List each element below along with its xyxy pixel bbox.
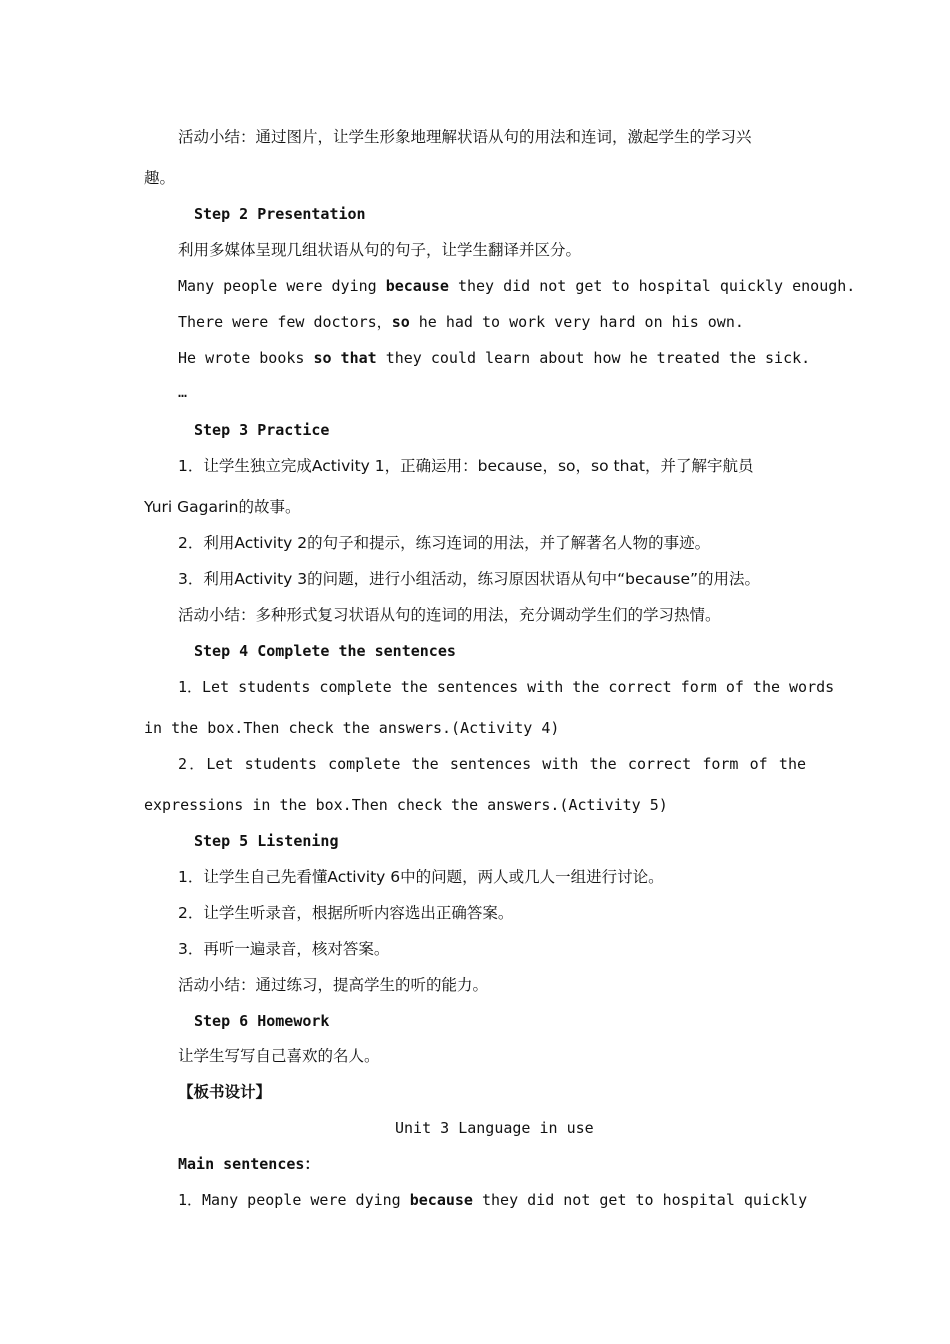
step-3-heading: Step 3 Practice <box>194 421 330 439</box>
example-sentence-3 <box>178 348 810 368</box>
summary-line-1: 活动小结：通过图片，让学生形象地理解状语从句的用法和连词，激起学生的学习兴 <box>178 128 752 146</box>
text: 1．Many people were dying <box>178 1191 410 1209</box>
listening-item-3: 3．再听一遍录音，核对答案。 <box>178 940 390 958</box>
conjunction-so-that: so that <box>313 349 377 367</box>
text: they did not get to hospital quickly enough. <box>448 277 856 295</box>
step-2-heading: Step 2 Presentation <box>194 205 366 223</box>
step-4-heading: Step 4 Complete the sentences <box>194 642 456 660</box>
complete-item-2: 2．Let students complete the sentences with the correct form of the <box>178 755 806 773</box>
practice-item-1: 1．让学生独立完成Activity 1，正确运用：because，so，so that，并了解宇航员 <box>178 457 754 475</box>
ellipsis: … <box>178 383 188 401</box>
example-sentence-2 <box>178 312 744 332</box>
conjunction-because: because <box>385 277 449 295</box>
text: He wrote books <box>178 349 314 367</box>
board-design-heading: 【板书设计】 <box>178 1083 272 1101</box>
homework-text: 让学生写写自己喜欢的名人。 <box>178 1047 380 1065</box>
text: they could learn about how he treated the sick. <box>376 349 811 367</box>
listening-item-1: 1．让学生自己先看懂Activity 6中的问题，两人或几人一组进行讨论。 <box>178 868 664 886</box>
example-sentence-1 <box>178 276 855 296</box>
step-6-heading: Step 6 Homework <box>194 1012 330 1030</box>
main-sentence-1 <box>178 1190 806 1210</box>
text: Many people were dying <box>178 277 386 295</box>
text: he had to work very hard on his own. <box>409 313 744 331</box>
practice-item-3: 3．利用Activity 3的问题，进行小组活动，练习原因状语从句中“because”的用法。 <box>178 570 761 588</box>
unit-title: Unit 3 Language in use <box>395 1119 594 1137</box>
practice-item-2: 2．利用Activity 2的句子和提示，练习连词的用法，并了解著名人物的事迹。 <box>178 534 711 552</box>
step-5-heading: Step 5 Listening <box>194 832 339 850</box>
text: they did not get to hospital quickly <box>472 1191 808 1209</box>
listening-item-2: 2．让学生听录音，根据所听内容选出正确答案。 <box>178 904 514 922</box>
complete-item-2-cont: expressions in the box.Then check the answers.(Activity 5) <box>144 796 668 814</box>
conjunction-because: because <box>409 1191 473 1209</box>
main-sentences-label: Main sentences： <box>178 1155 320 1173</box>
conjunction-so: so <box>391 313 410 331</box>
practice-summary: 活动小结：多种形式复习状语从句的连词的用法，充分调动学生们的学习热情。 <box>178 606 721 624</box>
listening-summary: 活动小结：通过练习，提高学生的听的能力。 <box>178 976 489 994</box>
practice-item-1-cont: Yuri Gagarin的故事。 <box>144 498 301 516</box>
text: There were few doctors， <box>178 313 392 331</box>
summary-line-2: 趣。 <box>144 169 176 187</box>
complete-item-1-cont: in the box.Then check the answers.(Activity 4) <box>144 719 560 737</box>
complete-item-1: 1．Let students complete the sentences with the correct form of the words <box>178 678 835 696</box>
presentation-intro: 利用多媒体呈现几组状语从句的句子，让学生翻译并区分。 <box>178 241 582 259</box>
